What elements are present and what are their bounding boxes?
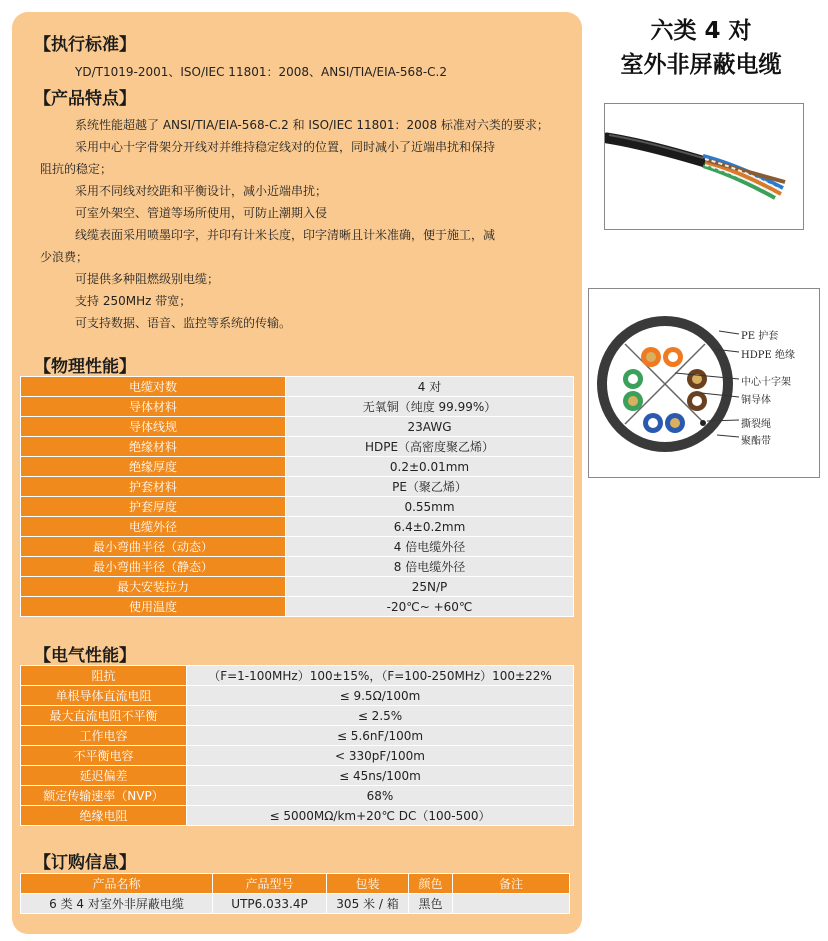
feature-line: 系统性能超越了 ANSI/TIA/EIA-568-C.2 和 ISO/IEC 11801：2008 标准对六类的要求； — [75, 118, 549, 132]
spec-value: 无氧铜（纯度 99.99%） — [286, 397, 574, 417]
spec-value: 4 倍电缆外径 — [286, 537, 574, 557]
spec-key: 导体材料 — [21, 397, 286, 417]
table-row — [21, 377, 574, 397]
order-table — [20, 873, 570, 914]
product-name: 6 类 4 对室外非屏蔽电缆 — [21, 894, 213, 914]
table-row — [21, 557, 574, 577]
electrical-heading: 【电气性能】 — [34, 646, 136, 666]
table-row — [21, 597, 574, 617]
physical-table — [20, 376, 574, 617]
color: 黑色 — [409, 894, 453, 914]
table-row — [21, 497, 574, 517]
table-row — [21, 477, 574, 497]
features-heading: 【产品特点】 — [34, 89, 136, 109]
packaging: 305 米 / 箱 — [327, 894, 409, 914]
spec-value: PE（聚乙烯） — [286, 477, 574, 497]
cable-illustration — [605, 104, 803, 229]
spec-key: 电缆对数 — [21, 377, 286, 397]
spec-key: 最小弯曲半径（静态） — [21, 557, 286, 577]
feature-line: 可室外架空、管道等场所使用，可防止潮期入侵 — [75, 206, 328, 220]
spec-value: < 330pF/100m — [187, 746, 574, 766]
spec-value: 6.4±0.2mm — [286, 517, 574, 537]
spec-key: 额定传输速率（NVP） — [21, 786, 187, 806]
table-row — [21, 706, 574, 726]
spec-value: 0.2±0.01mm — [286, 457, 574, 477]
spec-key: 导体线规 — [21, 417, 286, 437]
feature-line: 支持 250MHz 带宽； — [75, 294, 192, 308]
table-row — [21, 686, 574, 706]
standard-text: YD/T1019-2001、ISO/IEC 11801：2008、ANSI/TIA/EIA-568-C.2 — [75, 65, 447, 79]
table-row — [21, 417, 574, 437]
spec-value: 68% — [187, 786, 574, 806]
order-heading: 【订购信息】 — [34, 853, 136, 873]
feature-line: 可支持数据、语音、监控等系统的传输。 — [75, 316, 292, 330]
spec-value: 23AWG — [286, 417, 574, 437]
feature-line: 阻抗的稳定； — [40, 162, 113, 176]
label-cross-filler: 中心十字架 — [741, 377, 791, 388]
spec-key: 不平衡电容 — [21, 746, 187, 766]
product-title-line2: 室外非屏蔽电缆 — [620, 52, 782, 78]
cross-section-diagram — [588, 288, 820, 478]
electrical-table — [20, 665, 574, 826]
spec-key: 延迟偏差 — [21, 766, 187, 786]
spec-key: 最大安装拉力 — [21, 577, 286, 597]
spec-value: -20℃~ +60℃ — [286, 597, 574, 617]
spec-value: 0.55mm — [286, 497, 574, 517]
table-row — [21, 806, 574, 826]
spec-key: 使用温度 — [21, 597, 286, 617]
feature-line: 少浪费； — [40, 250, 89, 264]
table-row — [21, 746, 574, 766]
table-row — [21, 537, 574, 557]
spec-key: 护套厚度 — [21, 497, 286, 517]
spec-value: ≤ 5000MΩ/km+20℃ DC（100-500） — [187, 806, 574, 826]
spec-key: 阻抗 — [21, 666, 187, 686]
table-row — [21, 766, 574, 786]
spec-value: ≤ 9.5Ω/100m — [187, 686, 574, 706]
spec-value: （F=1-100MHz）100±15%，（F=100-250MHz）100±22% — [187, 666, 574, 686]
standard-heading: 【执行标准】 — [34, 35, 136, 55]
spec-key: 绝缘厚度 — [21, 457, 286, 477]
table-row — [21, 517, 574, 537]
spec-key: 护套材料 — [21, 477, 286, 497]
spec-value: ≤ 2.5% — [187, 706, 574, 726]
spec-key: 最小弯曲半径（动态） — [21, 537, 286, 557]
remarks — [453, 894, 570, 914]
label-hdpe-insulation: HDPE 绝缘 — [741, 350, 795, 361]
table-row — [21, 577, 574, 597]
table-row — [21, 666, 574, 686]
column-header: 包装 — [327, 874, 409, 894]
spec-key: 单根导体直流电阻 — [21, 686, 187, 706]
column-header: 备注 — [453, 874, 570, 894]
spec-key: 电缆外径 — [21, 517, 286, 537]
table-row — [21, 397, 574, 417]
spec-key: 绝缘电阻 — [21, 806, 187, 826]
label-ripcord: 撕裂绳 — [741, 419, 771, 430]
label-pe-sheath: PE 护套 — [741, 331, 779, 342]
spec-value: 8 倍电缆外径 — [286, 557, 574, 577]
cable-photo — [604, 103, 804, 230]
spec-key: 工作电容 — [21, 726, 187, 746]
feature-line: 采用中心十字骨架分开线对并维持稳定线对的位置，同时减小了近端串扰和保持 — [75, 140, 496, 154]
physical-heading: 【物理性能】 — [34, 357, 136, 377]
spec-value: HDPE（高密度聚乙烯） — [286, 437, 574, 457]
table-row — [21, 894, 570, 914]
product-title-line1: 六类 4 对 — [650, 18, 752, 44]
feature-line: 采用不同线对绞距和平衡设计，减小近端串扰； — [75, 184, 328, 198]
spec-value: ≤ 45ns/100m — [187, 766, 574, 786]
feature-line: 可提供多种阻燃级别电缆； — [75, 272, 220, 286]
table-row — [21, 457, 574, 477]
spec-key: 最大直流电阻不平衡 — [21, 706, 187, 726]
label-copper-conductor: 铜导体 — [741, 395, 771, 406]
table-header-row — [21, 874, 570, 894]
table-row — [21, 437, 574, 457]
spec-key: 绝缘材料 — [21, 437, 286, 457]
column-header: 产品名称 — [21, 874, 213, 894]
column-header: 颜色 — [409, 874, 453, 894]
label-polyester-tape: 聚酯带 — [741, 436, 771, 447]
product-model: UTP6.033.4P — [213, 894, 327, 914]
spec-value: ≤ 5.6nF/100m — [187, 726, 574, 746]
spec-value: 25N/P — [286, 577, 574, 597]
column-header: 产品型号 — [213, 874, 327, 894]
table-row — [21, 786, 574, 806]
spec-value: 4 对 — [286, 377, 574, 397]
feature-line: 线缆表面采用喷墨印字，并印有计米长度，印字清晰且计米准确，便于施工，减 — [75, 228, 496, 242]
table-row — [21, 726, 574, 746]
